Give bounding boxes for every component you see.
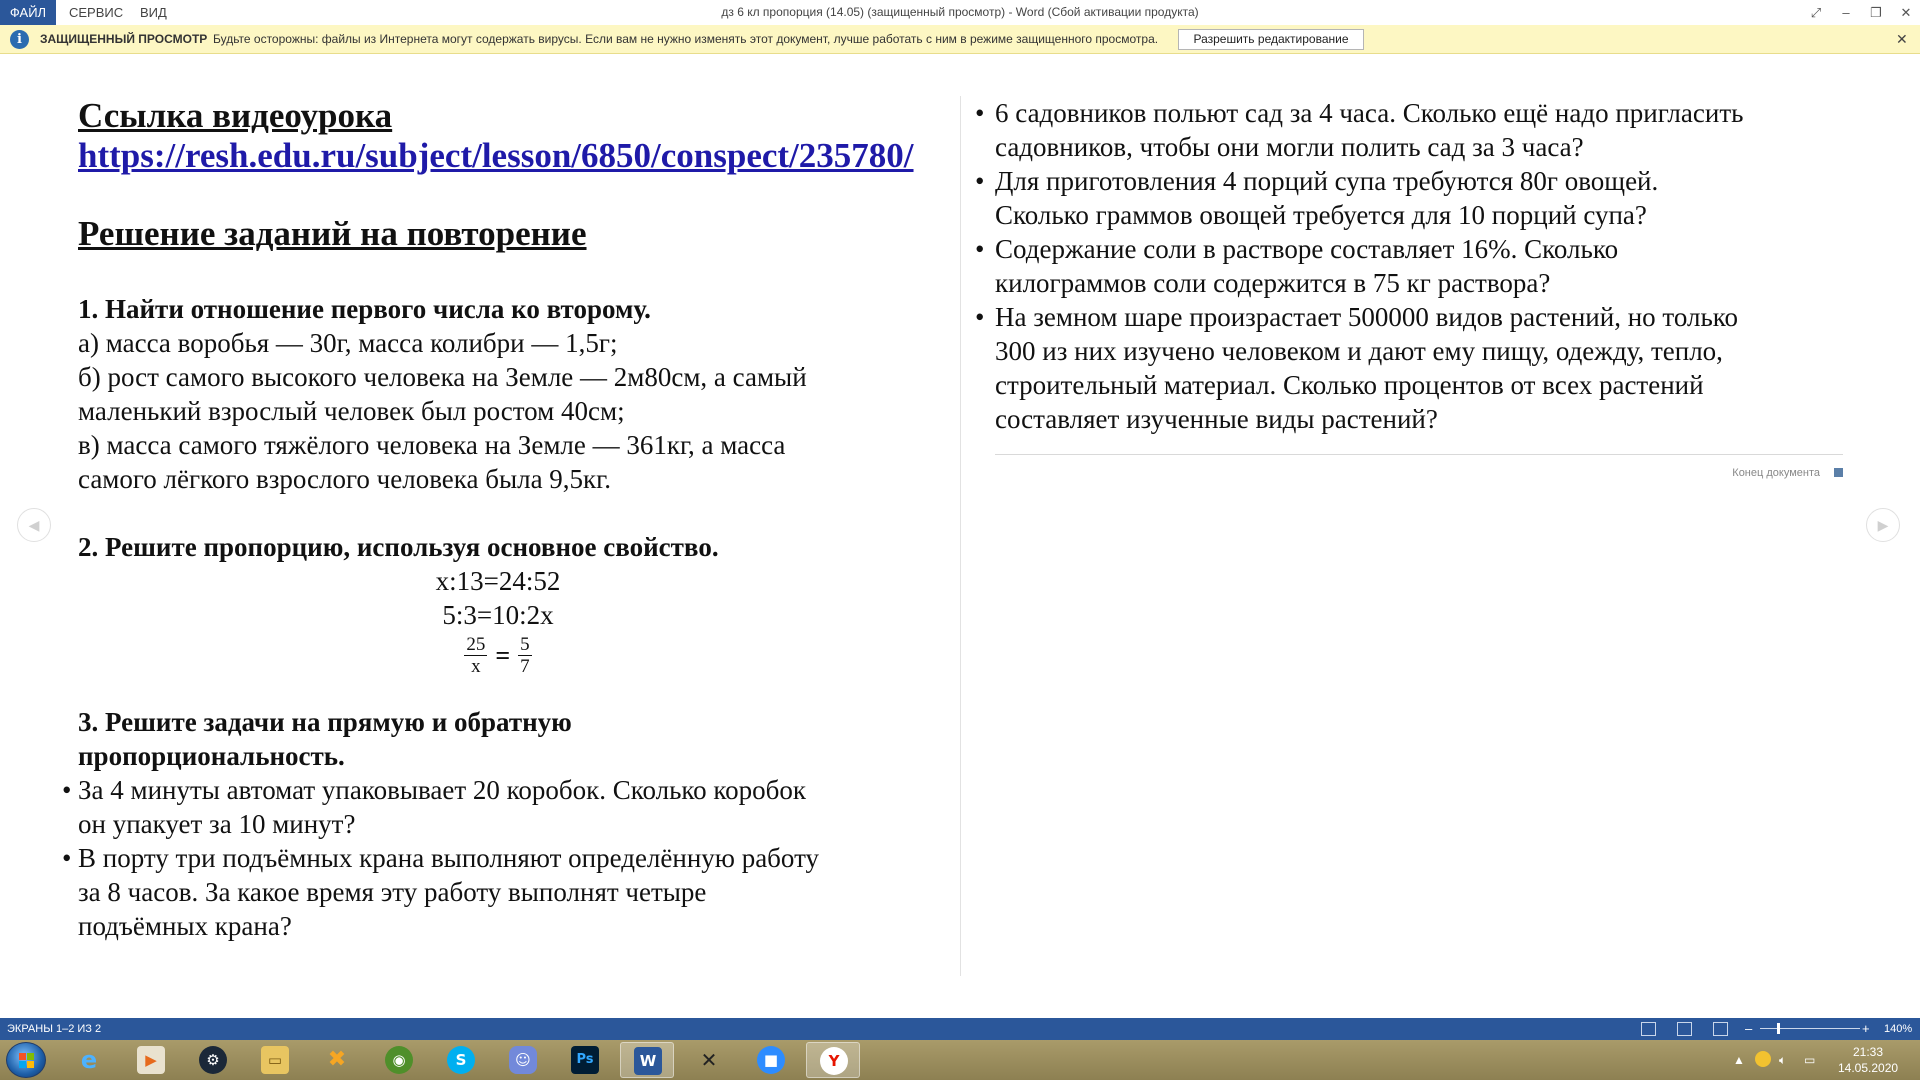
right-page-column <box>975 96 1843 479</box>
task3-title: 3. Решите задачи на прямую и обратную <box>78 707 572 737</box>
section-heading: Решение заданий на повторение <box>78 214 587 253</box>
list-item-line: Содержание соли в растворе составляет 16%. Сколько <box>995 234 1619 264</box>
tab-service[interactable]: СЕРВИС <box>69 5 124 20</box>
task1-line: самого лёгкого взрослого человека была 9,5кг. <box>78 464 611 494</box>
end-of-document-rule <box>995 454 1843 455</box>
tools-icon: ✖ <box>327 1047 347 1072</box>
taskbar-internet-explorer[interactable] <box>62 1042 116 1078</box>
folder-icon: ▭ <box>261 1046 289 1074</box>
web-layout-icon[interactable] <box>1713 1022 1728 1036</box>
wrench-icon: ✕ <box>700 1048 718 1072</box>
end-of-document-marker <box>983 467 1843 479</box>
bullet-icon: • <box>975 166 985 196</box>
windows-logo-icon <box>19 1053 35 1069</box>
next-screen-icon[interactable]: ▶ <box>1866 508 1900 542</box>
word-icon: W <box>634 1047 662 1075</box>
list-item-line: В порту три подъёмных крана выполняют определённую работу <box>78 843 820 873</box>
list-item <box>62 841 918 943</box>
restore-button[interactable]: ❐ <box>1870 5 1882 20</box>
tray-overflow-icon[interactable]: ▲ <box>1733 1053 1745 1067</box>
end-of-document-label: Конец документа <box>1732 467 1820 479</box>
numerator: 25 <box>466 634 486 655</box>
video-camera-icon: ■ <box>757 1046 785 1074</box>
bullet-icon: • <box>975 234 985 264</box>
taskbar-yandex-browser[interactable] <box>806 1042 860 1078</box>
denominator: x <box>471 656 481 677</box>
enable-editing-button[interactable]: Разрешить редактирование <box>1178 29 1364 50</box>
taskbar-app-x[interactable] <box>310 1042 364 1078</box>
tab-file[interactable]: ФАЙЛ <box>0 0 56 25</box>
tab-view[interactable]: ВИД <box>140 5 167 20</box>
list-item-line: он упакует за 10 минут? <box>78 809 356 839</box>
task2-title: 2. Решите пропорцию, используя основное свойство. <box>78 532 719 562</box>
protected-view-title: ЗАЩИЩЕННЫЙ ПРОСМОТР <box>40 32 208 46</box>
denominator: 7 <box>520 656 530 677</box>
volume-icon[interactable]: 🔈︎ <box>1779 1053 1787 1067</box>
list-item <box>975 232 1843 300</box>
zoom-level[interactable]: 140% <box>1884 1023 1913 1035</box>
network-icon[interactable]: ▭ <box>1804 1053 1816 1067</box>
close-icon[interactable]: ✕ <box>1896 31 1908 47</box>
taskbar-clock[interactable] <box>1838 1044 1898 1076</box>
list-item-line: составляет изученные виды растений? <box>995 404 1438 434</box>
discord-icon: ☺ <box>509 1046 537 1074</box>
list-item <box>975 96 1843 164</box>
list-item-line: За 4 минуты автомат упаковывает 20 коробок. Сколько коробок <box>78 775 807 805</box>
zoom-slider[interactable] <box>1760 1028 1860 1029</box>
zoom-out-button[interactable]: – <box>1745 1021 1753 1036</box>
end-square-icon <box>1834 468 1843 477</box>
proportion-equation: 5:3=10:2x <box>442 600 554 630</box>
list-item-line: На земном шаре произрастает 500000 видов растений, но только <box>995 302 1739 332</box>
media-player-icon: ▶ <box>137 1046 165 1074</box>
task1-title: 1. Найти отношение первого числа ко второму. <box>78 294 651 324</box>
fraction <box>518 634 532 677</box>
task1-line: маленький взрослый человек был ростом 40см; <box>78 396 625 426</box>
bullet-icon: • <box>975 302 985 332</box>
taskbar-tools[interactable] <box>682 1042 736 1078</box>
list-item <box>975 164 1843 232</box>
previous-screen-icon[interactable]: ◀ <box>17 508 51 542</box>
taskbar-shield-app[interactable] <box>372 1042 426 1078</box>
fraction <box>464 634 487 677</box>
bullet-icon: • <box>62 843 72 873</box>
video-lesson-heading: Ссылка видеоурока <box>78 96 393 135</box>
fullscreen-icon[interactable]: ⤢ <box>1810 5 1822 20</box>
fraction-equation <box>78 634 918 677</box>
list-item-line: садовников, чтобы они могли полить сад за 3 часа? <box>995 132 1584 162</box>
task1-line: в) масса самого тяжёлого человека на Земле — 361кг, а масса <box>78 430 786 460</box>
title-bar <box>0 0 1920 25</box>
list-item-line: килограммов соли содержится в 75 кг раствора? <box>995 268 1551 298</box>
window-title: дз 6 кл пропорция (14.05) (защищенный просмотр) - Word (Сбой активации продукта) <box>721 5 1199 19</box>
steam-icon: ⚙ <box>199 1046 227 1074</box>
bullet-icon: • <box>62 775 72 805</box>
left-page-column <box>62 96 918 943</box>
minimize-button[interactable]: – <box>1842 5 1850 20</box>
taskbar-skype[interactable] <box>434 1042 488 1078</box>
document-area <box>0 54 1920 1018</box>
taskbar-discord[interactable] <box>496 1042 550 1078</box>
task3-title: пропорциональность. <box>78 741 345 771</box>
numerator: 5 <box>520 634 530 655</box>
taskbar-photoshop[interactable] <box>558 1042 612 1078</box>
protected-view-bar <box>0 25 1920 54</box>
zoom-in-button[interactable]: + <box>1862 1021 1870 1036</box>
close-window-button[interactable]: ✕ <box>1900 5 1912 20</box>
screen-counter: ЭКРАНЫ 1–2 ИЗ 2 <box>7 1023 102 1035</box>
yandex-icon: Y <box>820 1047 848 1075</box>
shield-icon: ◉ <box>385 1046 413 1074</box>
taskbar-explorer[interactable] <box>248 1042 302 1078</box>
list-item-line: строительный материал. Сколько процентов от всех растений <box>995 370 1704 400</box>
zoom-slider-thumb[interactable] <box>1777 1023 1780 1034</box>
list-item-line: Сколько граммов овощей требуется для 10 порций супа? <box>995 200 1647 230</box>
task1-line: а) масса воробья — 30г, масса колибри — 1,5г; <box>78 328 618 358</box>
taskbar-steam[interactable] <box>186 1042 240 1078</box>
list-item-line: Для приготовления 4 порций супа требуются 80г овощей. <box>995 166 1659 196</box>
start-button[interactable] <box>6 1042 46 1078</box>
list-item <box>975 300 1843 436</box>
taskbar <box>0 1040 1920 1080</box>
list-item <box>62 773 918 841</box>
proportion-equation: x:13=24:52 <box>435 566 561 596</box>
clock-date: 14.05.2020 <box>1838 1061 1899 1075</box>
status-bar <box>0 1018 1920 1040</box>
task1-line: б) рост самого высокого человека на Земле — 2м80см, а самый <box>78 362 807 392</box>
equals-sign: = <box>495 640 511 670</box>
photoshop-icon: Ps <box>571 1046 599 1074</box>
print-layout-icon[interactable] <box>1677 1022 1692 1036</box>
tray-app-icon[interactable] <box>1755 1051 1771 1067</box>
list-item-line: 6 садовников польют сад за 4 часа. Сколько ещё надо пригласить <box>995 98 1744 128</box>
column-divider <box>960 96 961 976</box>
clock-time: 21:33 <box>1852 1045 1884 1059</box>
video-lesson-link[interactable]: https://resh.edu.ru/subject/lesson/6850/conspect/235780/ <box>78 136 914 175</box>
skype-icon: S <box>447 1046 475 1074</box>
taskbar-zoom[interactable] <box>744 1042 798 1078</box>
bullet-icon: • <box>975 98 985 128</box>
list-item-line: 300 из них изучено человеком и дают ему пищу, одежду, тепло, <box>995 336 1723 366</box>
protected-view-message: Будьте осторожны: файлы из Интернета могут содержать вирусы. Если вам не нужно изменять этот документ, лучше работать с ним в режиме защищенного просмотра. <box>213 32 1159 46</box>
read-mode-icon[interactable] <box>1641 1022 1656 1036</box>
list-item-line: за 8 часов. За какое время эту работу выполнят четыре <box>78 877 707 907</box>
list-item-line: подъёмных крана? <box>78 911 292 941</box>
info-icon: i <box>10 30 29 49</box>
internet-explorer-icon: e <box>80 1046 98 1074</box>
taskbar-media-player[interactable] <box>124 1042 178 1078</box>
taskbar-word[interactable] <box>620 1042 674 1078</box>
